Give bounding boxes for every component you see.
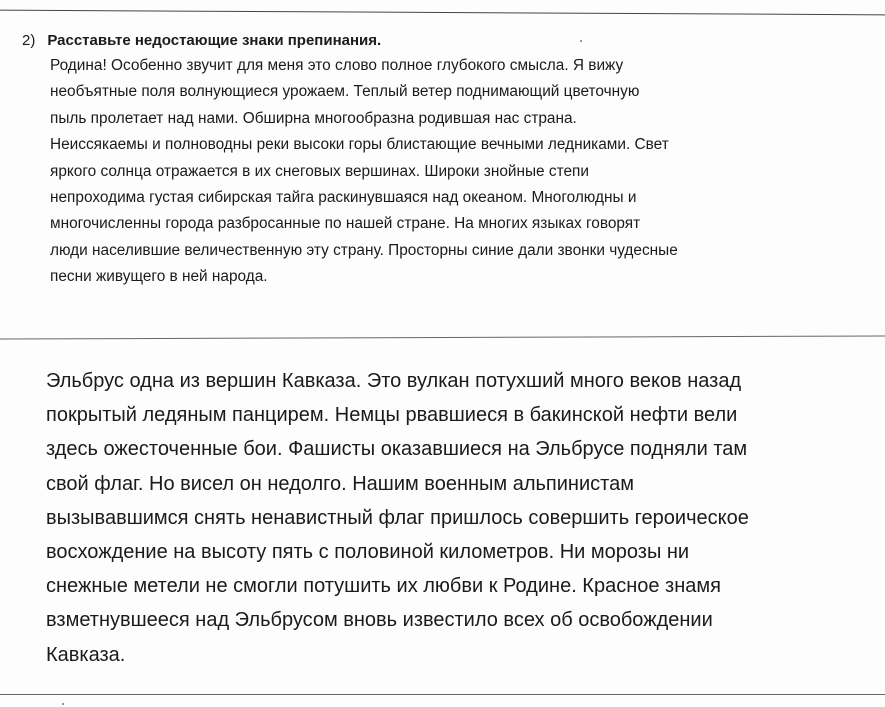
middle-divider xyxy=(0,335,885,339)
text-line: покрытый ледяным панцирем. Немцы рвавшиеся в бакинской нефти вели xyxy=(46,404,738,427)
exercise-number: 2) xyxy=(22,32,36,49)
exercise-instruction: Расставьте недостающие знаки препинания. xyxy=(47,32,382,49)
text-line: непроходима густая сибирская тайга раскинувшаяся над океаном. Многолюдны и xyxy=(50,189,637,207)
text-line: вызывавшимся снять ненавистный флаг пришлось совершить героическое xyxy=(46,506,749,529)
text-line: свой флаг. Но висел он недолго. Нашим военным альпинистам xyxy=(46,472,634,495)
bottom-divider xyxy=(0,694,885,695)
exercise-text xyxy=(50,53,862,291)
text-line: взметнувшееся над Эльбрусом вновь известило всех об освобождении xyxy=(46,609,713,632)
exercise-2 xyxy=(22,30,862,291)
elbrus-text xyxy=(46,364,866,672)
text-line: Кавказа. xyxy=(46,643,126,666)
text-line: Неиссякаемы и полноводны реки высоки горы блистающие вечными ледниками. Свет xyxy=(50,136,669,154)
text-line: пыль пролетает над нами. Обширна многообразна родившая нас страна. xyxy=(50,109,577,127)
text-line: Родина! Особенно звучит для меня это слово полное глубокого смысла. Я вижу xyxy=(50,57,624,74)
text-line: яркого солнца отражается в их снеговых вершинах. Широки знойные степи xyxy=(50,162,589,180)
exercise-heading xyxy=(22,30,862,52)
text-line: восхождение на высоту пять с половиной километров. Ни морозы ни xyxy=(46,541,690,564)
text-line: многочисленны города разбросанные по нашей стране. На многих языках говорят xyxy=(50,215,641,233)
text-line: снежные метели не смогли потушить их любви к Родине. Красное знамя xyxy=(46,575,721,598)
text-line: Эльбрус одна из вершин Кавказа. Это вулкан потухший много веков назад xyxy=(46,370,742,392)
text-line: здесь ожесточенные бои. Фашисты оказавшиеся на Эльбрусе подняли там xyxy=(46,438,748,461)
text-line: люди населившие величественную эту страну. Просторны синие дали звонки чудесные xyxy=(50,241,678,259)
text-line: необъятные поля волнующиеся урожаем. Теплый ветер поднимающий цветочную xyxy=(50,83,640,101)
text-line: песни живущего в ней народа. xyxy=(50,268,268,286)
top-divider xyxy=(0,10,885,16)
scan-speck xyxy=(580,40,582,42)
scan-speck xyxy=(62,703,64,705)
